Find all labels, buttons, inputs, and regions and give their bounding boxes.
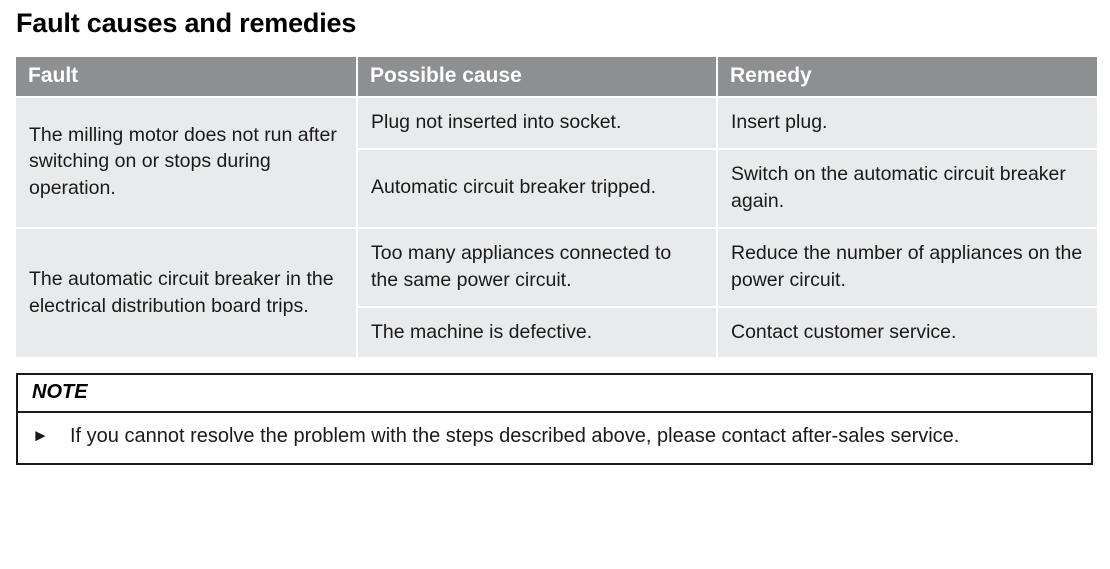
column-header-fault: Fault <box>16 57 357 97</box>
fault-causes-table <box>16 57 1097 359</box>
note-text: If you cannot resolve the problem with the steps described above, please contact after-sales service. <box>70 425 960 448</box>
cell-remedy: Reduce the number of appliances on the power circuit. <box>717 228 1097 307</box>
table-header-row <box>16 57 1097 97</box>
table-header <box>16 57 1097 97</box>
cell-fault: The milling motor does not run after switching on or stops during operation. <box>16 97 357 228</box>
note-heading: NOTE <box>18 375 1091 413</box>
table-row <box>16 228 1097 307</box>
table-row <box>16 97 1097 149</box>
note-body <box>18 413 1091 463</box>
page-title: Fault causes and remedies <box>16 8 357 38</box>
cell-remedy: Contact customer service. <box>717 307 1097 359</box>
cell-possible-cause: Plug not inserted into socket. <box>357 97 717 149</box>
table-body <box>16 97 1097 358</box>
column-header-possible-cause: Possible cause <box>357 57 717 97</box>
note-box <box>16 373 1093 465</box>
cell-fault: The automatic circuit breaker in the electrical distribution board trips. <box>16 228 357 359</box>
cell-remedy: Switch on the automatic circuit breaker again. <box>717 149 1097 228</box>
cell-possible-cause: The machine is defective. <box>357 307 717 359</box>
arrow-right-icon: ► <box>32 426 49 446</box>
cell-possible-cause: Too many appliances connected to the same power circuit. <box>357 228 717 307</box>
cell-possible-cause: Automatic circuit breaker tripped. <box>357 149 717 228</box>
cell-remedy: Insert plug. <box>717 97 1097 149</box>
column-header-remedy: Remedy <box>717 57 1097 97</box>
